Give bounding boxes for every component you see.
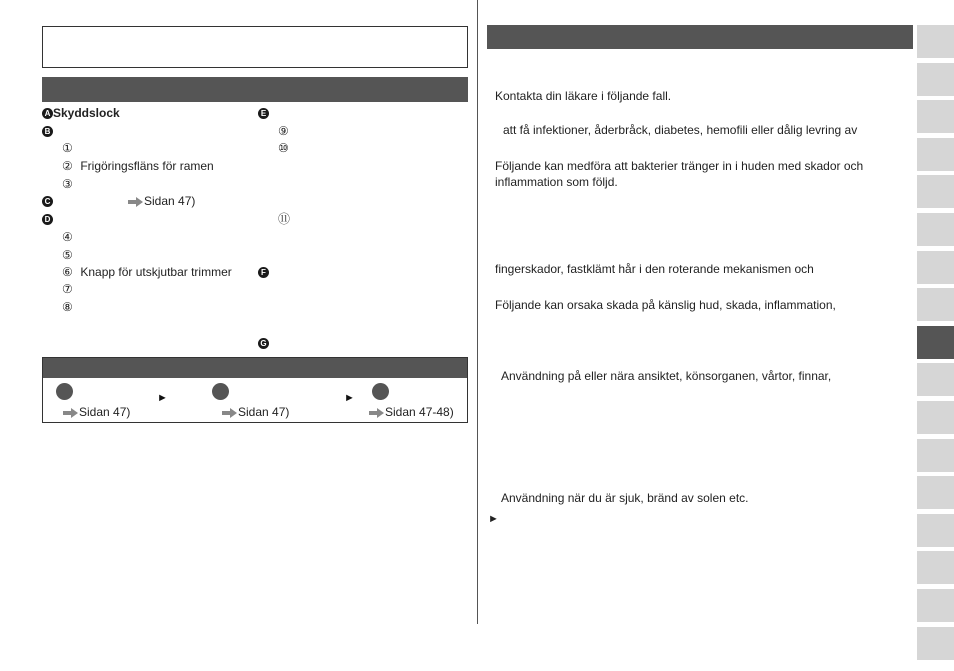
step-3-ref-text: Sidan 47-48): [385, 405, 454, 419]
part-3: [62, 177, 77, 191]
part-4: [62, 230, 77, 244]
caution-line-5: fingerskador, fastklämt hår i den roterande mekanismen och: [495, 262, 814, 276]
part-c-ref: [128, 194, 195, 208]
step-3-circle: [372, 383, 389, 400]
part-g: [258, 336, 269, 350]
num-7: ⑦: [62, 282, 73, 296]
step-2-ref-text: Sidan 47): [238, 405, 290, 419]
num-1: ①: [62, 141, 73, 155]
side-tab-2[interactable]: [917, 63, 954, 96]
steps-header-bar: [43, 358, 467, 378]
side-tab-17[interactable]: [917, 627, 954, 660]
bullet-arrow-icon: ►: [488, 513, 499, 525]
side-tab-14[interactable]: [917, 514, 954, 547]
side-tab-9[interactable]: [917, 326, 954, 359]
step-1-circle: [56, 383, 73, 400]
part-c-ref-text: Sidan 47): [144, 194, 196, 208]
caution-line-6: Följande kan orsaka skada på känslig hud, skada, inflammation,: [495, 298, 836, 312]
part-2-label: Frigöringsfläns för ramen: [80, 159, 214, 173]
num-8: ⑧: [62, 300, 73, 314]
part-1: [62, 141, 77, 155]
part-8: [62, 300, 77, 314]
step-1-ref: [63, 405, 130, 419]
side-tab-6[interactable]: [917, 213, 954, 246]
page-ref-arrow-icon: [222, 408, 237, 418]
side-tab-15[interactable]: [917, 551, 954, 584]
letter-e-icon: E: [258, 108, 269, 119]
letter-f-icon: F: [258, 267, 269, 278]
caution-line-8: Användning när du är sjuk, bränd av solen etc.: [501, 491, 749, 505]
side-tab-10[interactable]: [917, 363, 954, 396]
num-5: ⑤: [62, 248, 73, 262]
step-1-ref-text: Sidan 47): [79, 405, 131, 419]
side-tab-1[interactable]: [917, 25, 954, 58]
side-tab-5[interactable]: [917, 175, 954, 208]
part-6-label: Knapp för utskjutbar trimmer: [80, 265, 232, 279]
side-tab-8[interactable]: [917, 288, 954, 321]
part-b: [42, 124, 53, 138]
column-divider: [477, 0, 478, 624]
part-a: [42, 106, 120, 120]
num-11: ⑪: [278, 212, 291, 226]
part-6: [62, 265, 232, 279]
step-3-ref: [369, 405, 454, 419]
side-tab-7[interactable]: [917, 251, 954, 284]
side-tab-12[interactable]: [917, 439, 954, 472]
num-9: ⑨: [278, 124, 289, 138]
caution-line-3: Följande kan medföra att bakterier tränger in i huden med skador och: [495, 159, 864, 173]
steps-box: [42, 357, 468, 423]
caution-line-1: Kontakta din läkare i följande fall.: [495, 89, 672, 103]
page-ref-arrow-icon: [128, 197, 143, 207]
part-10: [278, 141, 293, 155]
letter-b-icon: B: [42, 126, 53, 137]
page-ref-arrow-icon: [369, 408, 384, 418]
empty-title-box: [42, 26, 468, 68]
num-3: ③: [62, 177, 73, 191]
step-2-ref: [222, 405, 289, 419]
side-tab-16[interactable]: [917, 589, 954, 622]
letter-c-icon: C: [42, 196, 53, 207]
part-9: [278, 124, 293, 138]
num-2: ②: [62, 159, 73, 173]
caution-line-7: Användning på eller nära ansiktet, könsorganen, vårtor, finnar,: [501, 369, 832, 383]
side-tab-11[interactable]: [917, 401, 954, 434]
step-2-circle: [212, 383, 229, 400]
part-7: [62, 282, 77, 296]
part-e: [258, 106, 269, 120]
part-2: [62, 159, 214, 173]
step-arrow-icon: ►: [157, 392, 168, 404]
section-header-bar: [42, 77, 468, 102]
num-6: ⑥: [62, 265, 73, 279]
side-tab-13[interactable]: [917, 476, 954, 509]
part-5: [62, 248, 77, 262]
page-ref-arrow-icon: [63, 408, 78, 418]
part-d: [42, 212, 53, 226]
num-4: ④: [62, 230, 73, 244]
side-tab-3[interactable]: [917, 100, 954, 133]
caution-header-bar: [487, 25, 913, 49]
num-10: ⑩: [278, 141, 289, 155]
part-f: [258, 265, 269, 279]
part-c: [42, 194, 53, 208]
caution-line-4: inflammation som följd.: [495, 175, 618, 189]
caution-line-2: att få infektioner, åderbråck, diabetes, hemofili eller dålig levring av: [503, 123, 858, 137]
side-tab-4[interactable]: [917, 138, 954, 171]
step-arrow-icon: ►: [344, 392, 355, 404]
letter-a-icon: A: [42, 108, 53, 119]
letter-d-icon: D: [42, 214, 53, 225]
part-a-label: Skyddslock: [53, 106, 120, 120]
letter-g-icon: G: [258, 338, 269, 349]
part-11: [278, 212, 293, 226]
